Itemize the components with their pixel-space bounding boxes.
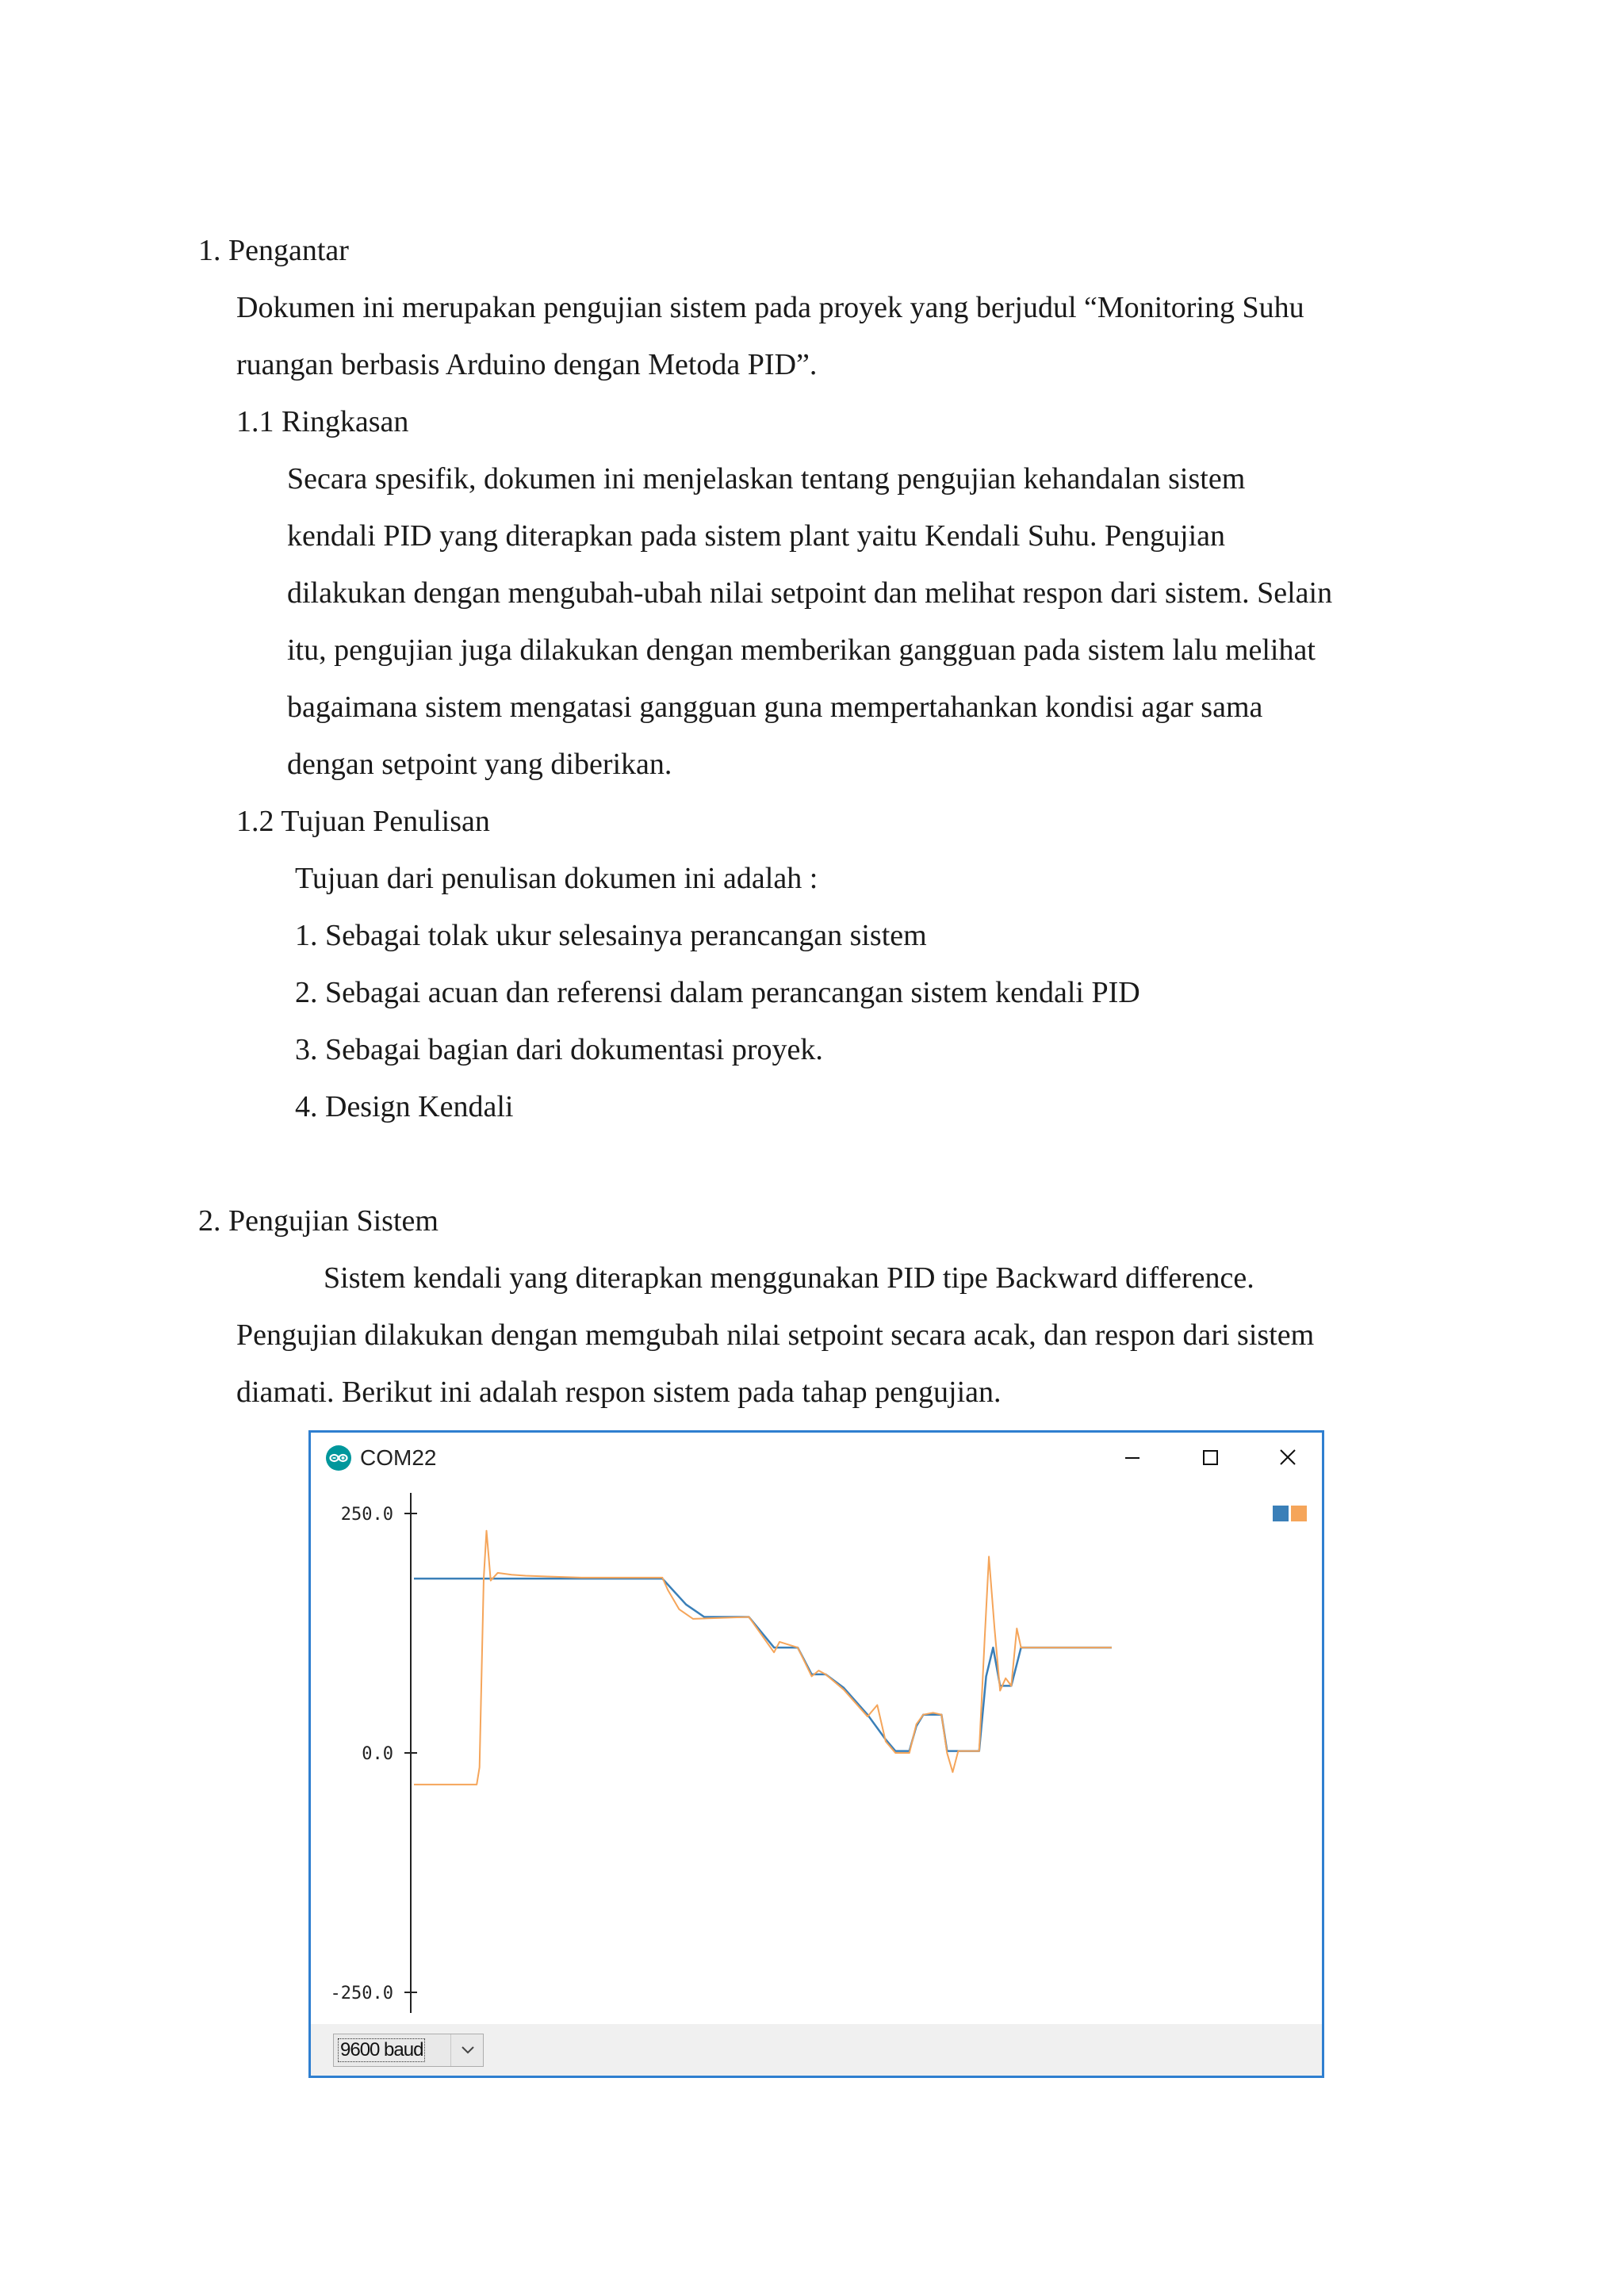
serial-plotter-window — [308, 1430, 1324, 2078]
baud-rate-select[interactable] — [333, 2034, 484, 2067]
maximize-icon[interactable] — [1193, 1442, 1228, 1474]
list-item: 1. Sebagai tolak ukur selesainya perancangan sistem — [295, 919, 927, 952]
paragraph-line: dilakukan dengan mengubah-ubah nilai setpoint dan melihat respon dari sistem. Selain — [287, 576, 1333, 610]
list-item: 3. Sebagai bagian dari dokumentasi proyek. — [295, 1033, 823, 1066]
chevron-down-icon — [459, 2044, 477, 2057]
plot-area — [311, 1483, 1322, 2024]
bottom-bar — [311, 2024, 1322, 2076]
paragraph-line: Tujuan dari penulisan dokumen ini adalah : — [295, 862, 818, 895]
heading-ringkasan: 1.1 Ringkasan — [236, 405, 409, 438]
list-item: 2. Sebagai acuan dan referensi dalam perancangan sistem kendali PID — [295, 976, 1140, 1009]
heading-pengujian-sistem: 2. Pengujian Sistem — [198, 1204, 439, 1238]
paragraph-line: Dokumen ini merupakan pengujian sistem pada proyek yang berjudul “Monitoring Suhu — [236, 291, 1304, 324]
heading-tujuan-penulisan: 1.2 Tujuan Penulisan — [236, 805, 490, 838]
paragraph-line: Sistem kendali yang diterapkan menggunakan PID tipe Backward difference. — [324, 1261, 1254, 1295]
window-title: COM22 — [360, 1445, 437, 1470]
series-group — [414, 1531, 1112, 1785]
minimize-icon[interactable] — [1115, 1442, 1150, 1474]
paragraph-line: bagaimana sistem mengatasi gangguan guna mempertahankan kondisi agar sama — [287, 691, 1263, 724]
select-divider — [450, 2034, 451, 2066]
paragraph-line: ruangan berbasis Arduino dengan Metoda PID”. — [236, 348, 818, 381]
legend-swatch-series-1 — [1273, 1506, 1289, 1521]
series-line-2 — [414, 1531, 1112, 1785]
y-axis-ticks — [331, 1505, 417, 2003]
y-tick-label: 250.0 — [340, 1505, 393, 1525]
arduino-logo-icon — [325, 1445, 352, 1471]
paragraph-line: itu, pengujian juga dilakukan dengan memberikan gangguan pada sistem lalu melihat — [287, 633, 1316, 667]
y-tick-label: -250.0 — [330, 1984, 393, 2003]
paragraph-line: Pengujian dilakukan dengan memgubah nilai setpoint secara acak, dan respon dari sistem — [236, 1318, 1315, 1352]
paragraph-line: diamati. Berikut ini adalah respon sistem pada tahap pengujian. — [236, 1376, 1002, 1409]
close-icon[interactable] — [1270, 1442, 1305, 1474]
series-line-1 — [414, 1578, 1112, 1751]
paragraph-line: Secara spesifik, dokumen ini menjelaskan tentang pengujian kehandalan sistem — [287, 462, 1246, 496]
list-item: 4. Design Kendali — [295, 1090, 514, 1123]
heading-pengantar: 1. Pengantar — [198, 234, 349, 267]
paragraph-line: dengan setpoint yang diberikan. — [287, 748, 672, 781]
paragraph-line: kendali PID yang diterapkan pada sistem plant yaitu Kendali Suhu. Pengujian — [287, 519, 1226, 553]
baud-rate-value: 9600 baud — [338, 2038, 425, 2062]
window-titlebar — [311, 1433, 1322, 1483]
y-tick-label: 0.0 — [362, 1744, 393, 1764]
legend-swatch-series-2 — [1291, 1506, 1307, 1521]
